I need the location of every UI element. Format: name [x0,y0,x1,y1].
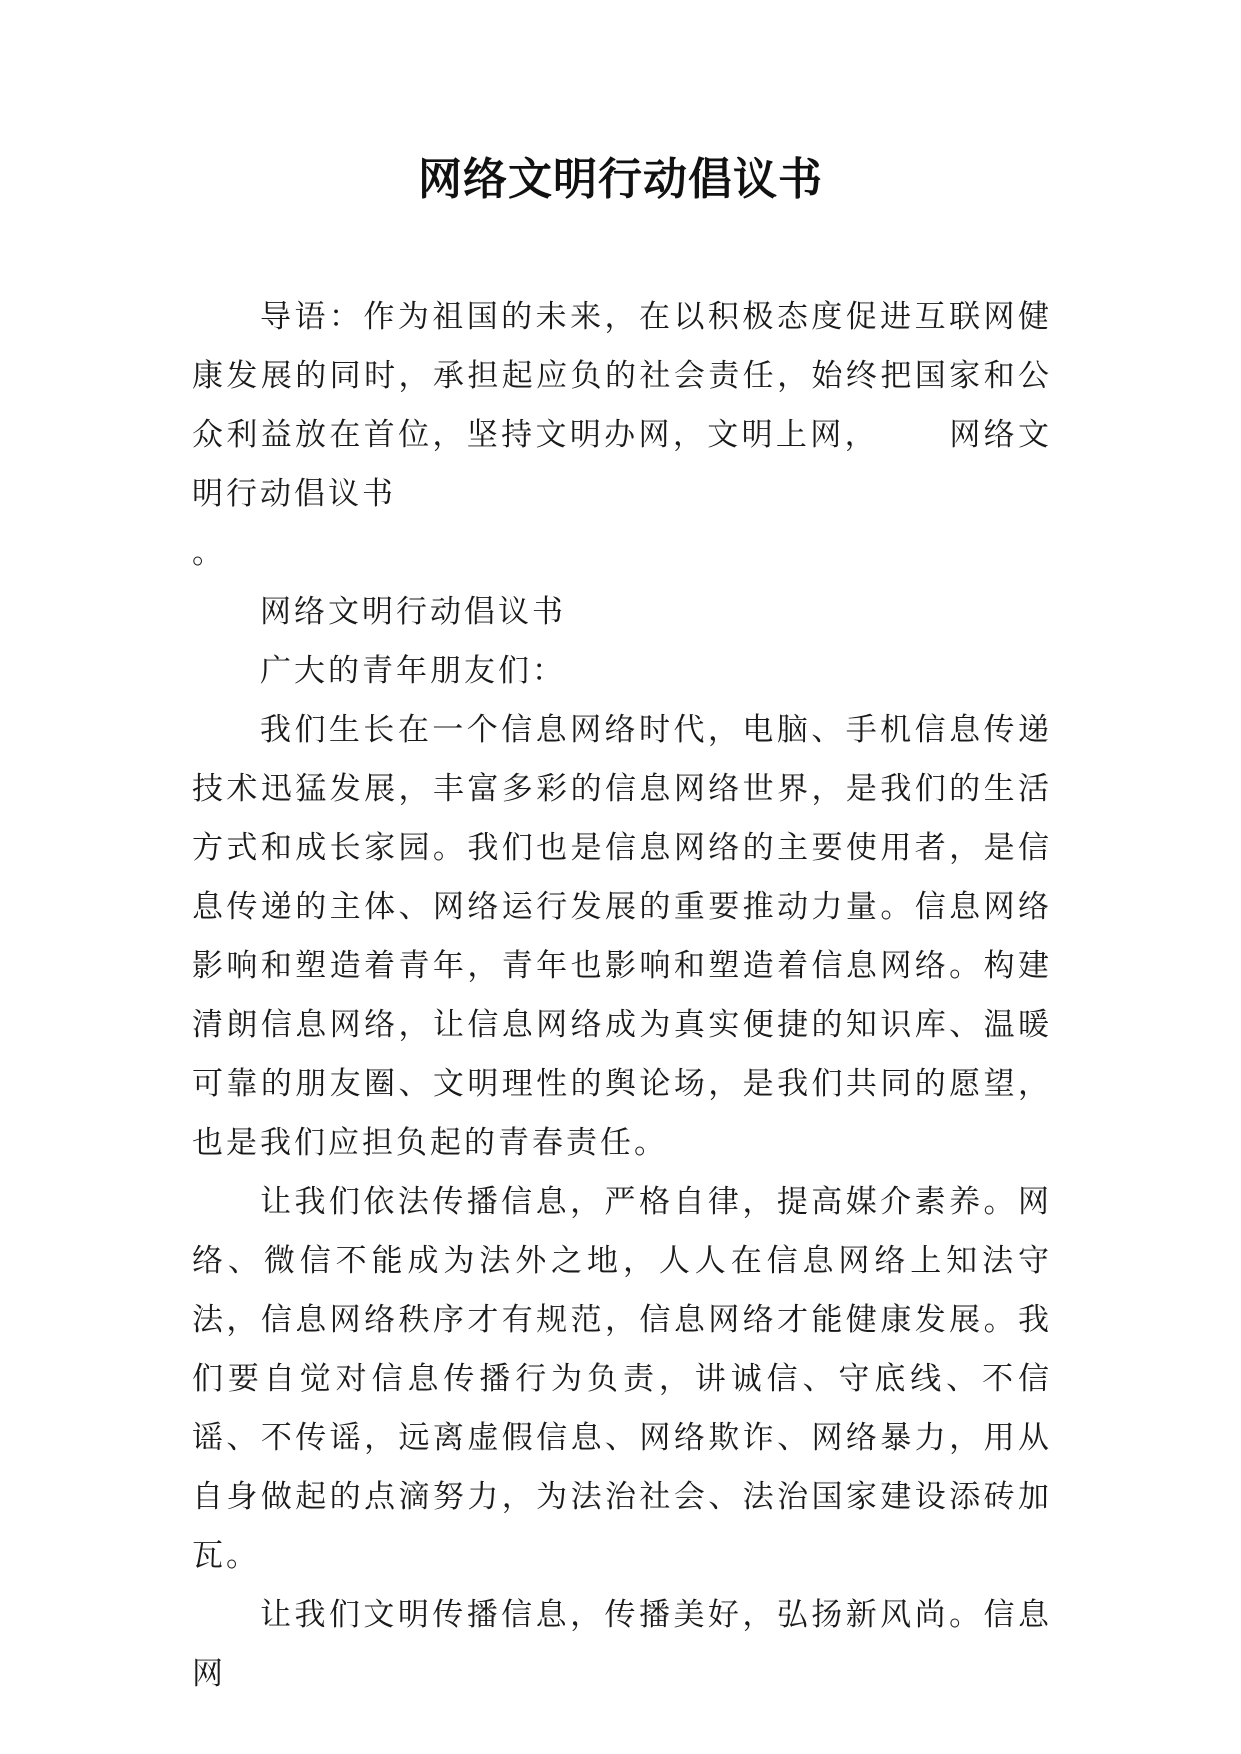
body-paragraph-3: 让我们文明传播信息，传播美好，弘扬新风尚。信息网 [192,1597,1052,1692]
body-paragraph-2: 让我们依法传播信息，严格自律，提高媒介素养。网络、微信不能成为法外之地，人人在信息网络上知法守法，信息网络秩序才有规范，信息网络才能健康发展。我们要自觉对信息传播行为负责，讲诚信、守底线、不信谣、不传谣，远离虚假信息、网络欺诈、网络暴力，用从自身做起的点滴努力，为法治社会、法治国家建设添砖加瓦。 [192,1184,1052,1574]
intro-text: 导语：作为祖国的未来，在以积极态度促进互联网健康发展的同时，承担起应负的社会责任，始终把国家和公众利益放在首位，坚持文明办网，文明上网， [192,299,1052,453]
intro-trailing-title: 网络文明行动倡议书 [192,417,1053,512]
intro-paragraph [192,288,1052,524]
document-title: 网络文明行动倡议书 [418,154,823,205]
lone-period: 。 [192,535,226,571]
body-paragraph-1: 我们生长在一个信息网络时代，电脑、手机信息传递技术迅猛发展，丰富多彩的信息网络世界，是我们的生活方式和成长家园。我们也是信息网络的主要使用者，是信息传递的主体、网络运行发展的重要推动力量。信息网络影响和塑造着青年，青年也影响和塑造着信息网络。构建清朗信息网络，让信息网络成为真实便捷的知识库、温暖可靠的朋友圈、文明理性的舆论场，是我们共同的愿望，也是我们应担负起的青春责任。 [192,712,1052,1161]
salutation: 广大的青年朋友们： [260,653,566,689]
repeated-heading: 网络文明行动倡议书 [260,594,566,630]
document-body [192,288,1052,1704]
